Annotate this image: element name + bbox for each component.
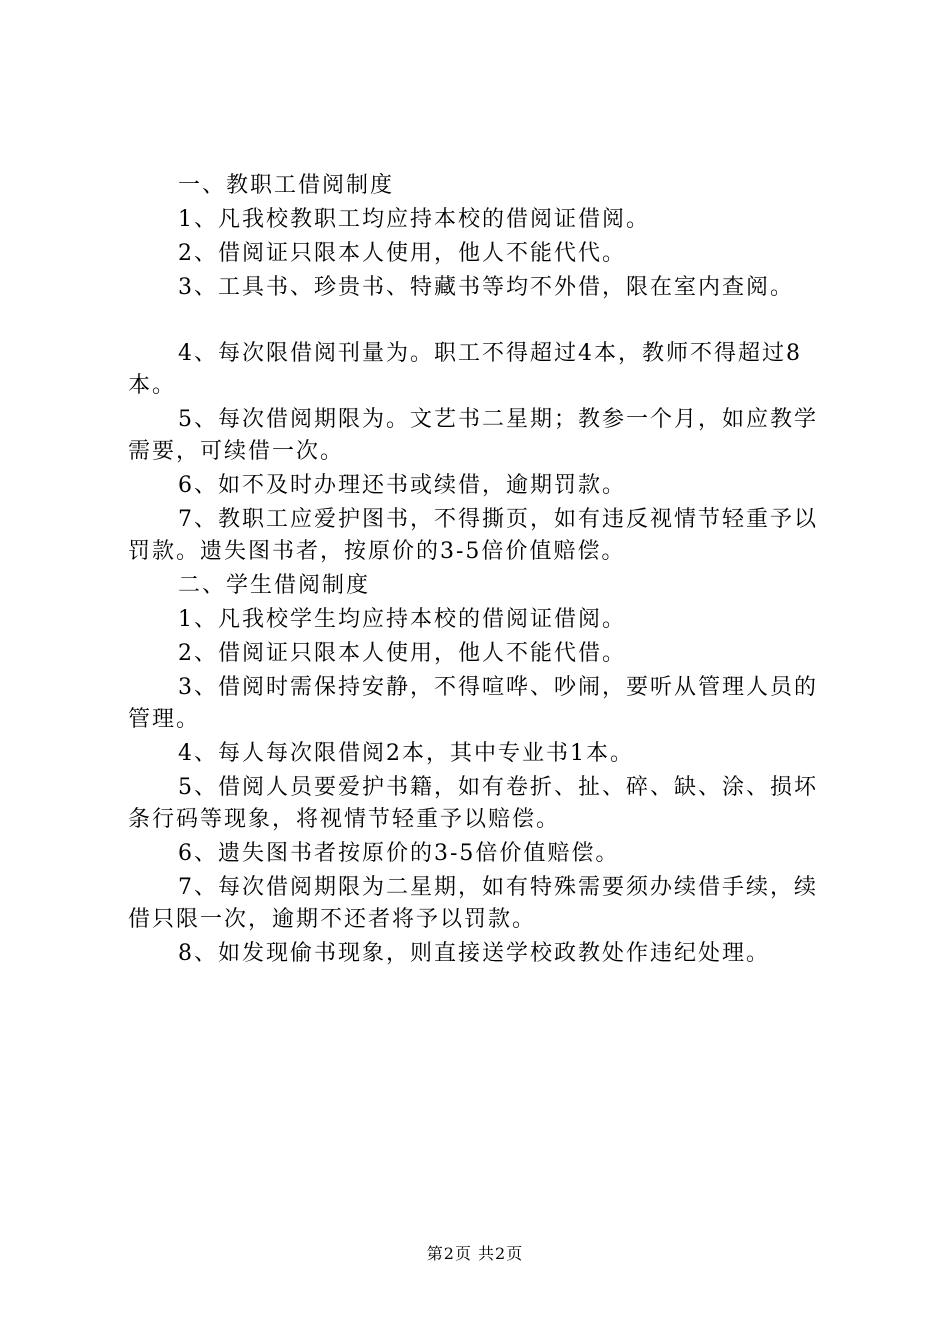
staff-rule-6: 6、如不及时办理还书或续借，逾期罚款。 — [178, 473, 626, 498]
section-heading-students: 二、学生借阅制度 — [178, 573, 371, 598]
student-rule-8: 8、如发现偷书现象，则直接送学校政教处作违纪处理。 — [178, 941, 770, 966]
staff-rule-3: 3、工具书、珍贵书、特藏书等均不外借，限在室内查阅。 — [178, 275, 794, 300]
student-rule-1: 1、凡我校学生均应持本校的借阅证借阅。 — [178, 607, 626, 632]
student-rule-2: 2、借阅证只限本人使用，他人不能代借。 — [178, 641, 626, 666]
section-heading-staff: 一、教职工借阅制度 — [178, 173, 395, 198]
student-rule-7: 7、每次借阅期限为二星期，如有特殊需要须办续借手续，续借只限一次，逾期不还者将予以罚款。 — [128, 875, 818, 932]
staff-rule-5: 5、每次借阅期限为。文艺书二星期；教参一个月，如应教学需要，可续借一次。 — [128, 407, 818, 464]
staff-rule-1: 1、凡我校教职工均应持本校的借阅证借阅。 — [178, 207, 650, 232]
staff-rule-7: 7、教职工应爱护图书，不得撕页，如有违反视情节轻重予以罚款。遗失图书者，按原价的3-5倍价值赔偿。 — [128, 507, 818, 564]
page-number-footer: 第2页 共2页 — [426, 1244, 524, 1263]
document-body — [128, 170, 833, 972]
student-rule-5: 5、借阅人员要爱护书籍，如有卷折、扯、碎、缺、涂、损坏条行码等现象，将视情节轻重予以赔偿。 — [128, 775, 818, 832]
student-rule-4: 4、每人每次限借阅2本，其中专业书1本。 — [178, 741, 634, 766]
student-rule-3: 3、借阅时需保持安静，不得喧哗、吵闹，要听从管理人员的管理。 — [128, 675, 818, 732]
student-rule-6: 6、遗失图书者按原价的3-5倍价值赔偿。 — [178, 841, 620, 866]
staff-rule-2: 2、借阅证只限本人使用，他人不能代代。 — [178, 241, 626, 266]
staff-rule-4: 4、每次限借阅刊量为。职工不得超过4本，教师不得超过8本。 — [128, 341, 802, 398]
